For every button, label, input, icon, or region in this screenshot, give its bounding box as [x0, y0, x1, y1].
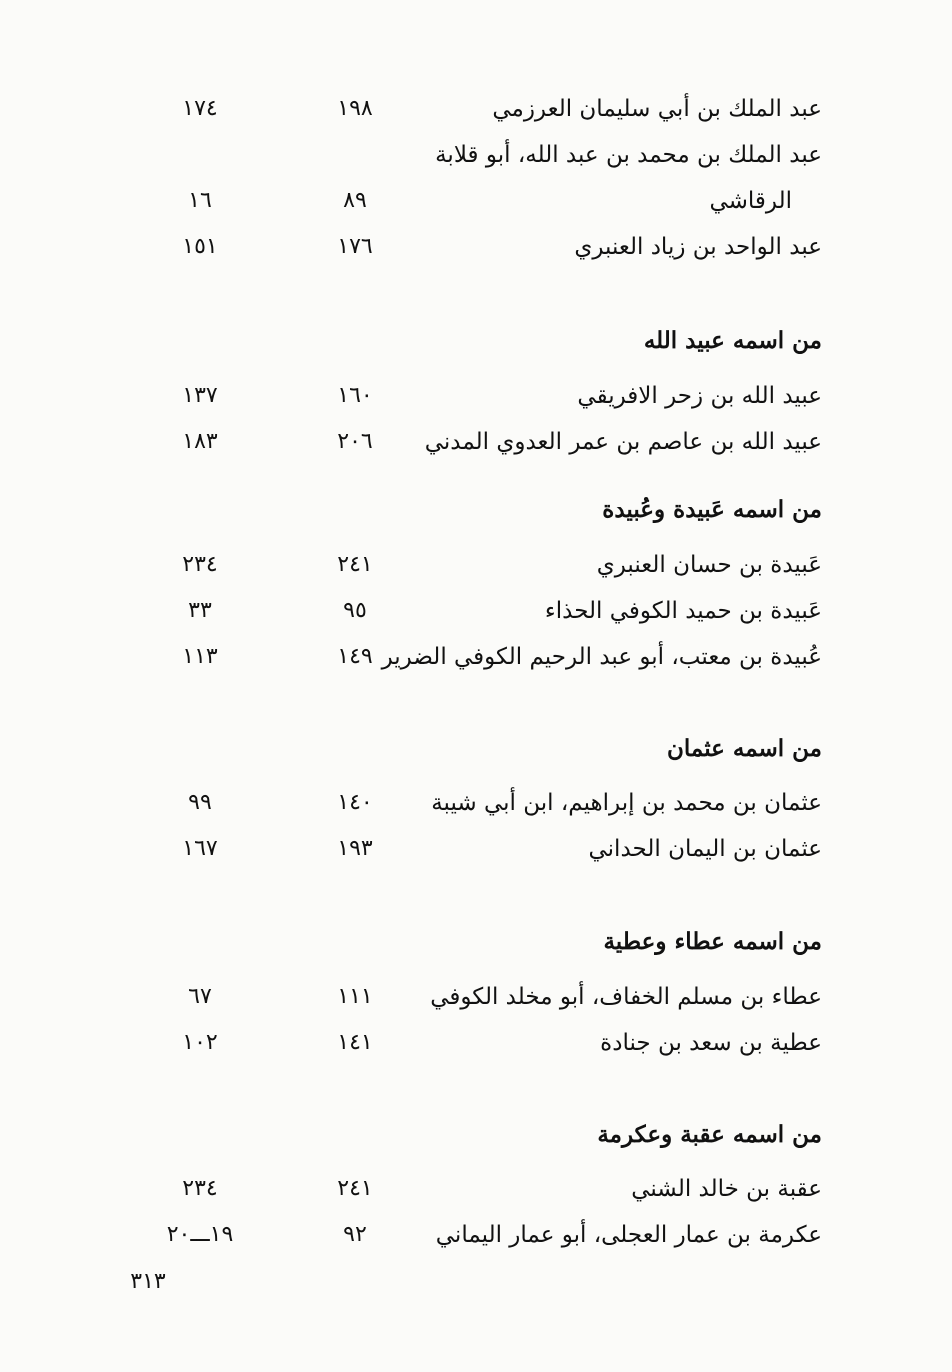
entry-number-secondary: ٦٧ — [188, 984, 212, 1009]
entry-number-secondary: ٩٩ — [188, 790, 212, 815]
entry-number-primary: ٩٥ — [343, 598, 367, 623]
page-number: ٣١٣ — [130, 1269, 166, 1294]
entry-number-primary: ٢٤١ — [337, 552, 373, 577]
entry-number-primary: ١١١ — [337, 984, 373, 1009]
entry-number-secondary: ١٣٧ — [182, 383, 218, 408]
index-entry — [150, 1212, 822, 1258]
entry-number-primary: ٢٤١ — [337, 1176, 373, 1201]
entry-name: عبد الملك بن أبي سليمان العرزمي — [492, 96, 822, 122]
entry-number-secondary: ١٩ـــ٢٠ — [166, 1222, 234, 1247]
index-entry — [150, 1166, 822, 1212]
index-entry — [150, 826, 822, 872]
index-entry — [150, 634, 822, 680]
entry-name: عبد الواحد بن زياد العنبري — [574, 234, 822, 260]
index-entry — [150, 542, 822, 588]
entry-name: عطية بن سعد بن جنادة — [600, 1030, 822, 1056]
section-heading: من اسمه عقبة وعكرمة — [597, 1121, 822, 1148]
entry-number-secondary: ٣٣ — [188, 598, 212, 623]
entry-name: عثمان بن محمد بن إبراهيم، ابن أبي شيبة — [431, 790, 822, 816]
entry-name: عثمان بن اليمان الحداني — [588, 836, 822, 862]
index-entry — [150, 419, 822, 465]
index-entry — [150, 780, 822, 826]
entry-number-secondary: ١٠٢ — [182, 1030, 218, 1055]
index-entry — [150, 974, 822, 1020]
entry-number-secondary: ٢٣٤ — [182, 552, 218, 577]
index-entry-continuation — [150, 178, 822, 224]
entry-number-secondary: ٢٣٤ — [182, 1176, 218, 1201]
entry-number-primary: ١٤١ — [337, 1030, 373, 1055]
entry-number-secondary: ١٨٣ — [182, 429, 218, 454]
entry-number-secondary: ١٥١ — [182, 234, 218, 259]
entry-name: عبيد الله بن زحر الافريقي — [577, 383, 822, 409]
entry-number-primary: ٩٢ — [343, 1222, 367, 1247]
entry-number-primary: ٨٩ — [343, 188, 367, 213]
section-heading: من اسمه عبيد الله — [643, 327, 822, 354]
index-entry — [150, 588, 822, 634]
entry-name: عقبة بن خالد الشني — [631, 1176, 822, 1202]
entry-name: عبيد الله بن عاصم بن عمر العدوي المدني — [424, 429, 822, 455]
entry-name: عَبيدة بن حسان العنبري — [596, 552, 822, 578]
entry-number-secondary: ١٦٧ — [182, 836, 218, 861]
index-entry — [150, 224, 822, 270]
entry-number-primary: ٢٠٦ — [337, 429, 373, 454]
entry-name: عطاء بن مسلم الخفاف، أبو مخلد الكوفي — [430, 984, 822, 1010]
entry-number-secondary: ١١٣ — [182, 644, 218, 669]
entry-number-secondary: ١٧٤ — [182, 96, 218, 121]
entry-name: الرقاشي — [709, 188, 792, 214]
entry-number-primary: ١٤٠ — [337, 790, 373, 815]
entry-number-primary: ١٧٦ — [337, 234, 373, 259]
section-heading: من اسمه عَبيدة وعُبيدة — [602, 496, 822, 523]
section-heading: من اسمه عطاء وعطية — [603, 928, 822, 955]
entry-number-primary: ١٤٩ — [337, 644, 373, 669]
entry-name: عَبيدة بن حميد الكوفي الحذاء — [544, 598, 822, 624]
index-entry — [150, 373, 822, 419]
section-heading: من اسمه عثمان — [667, 735, 822, 762]
index-entry — [150, 132, 822, 178]
entry-number-primary: ١٩٣ — [337, 836, 373, 861]
entry-number-secondary: ١٦ — [188, 188, 212, 213]
index-entry — [150, 86, 822, 132]
entry-number-primary: ١٩٨ — [337, 96, 373, 121]
entry-name: عبد الملك بن محمد بن عبد الله، أبو قلابة — [435, 142, 822, 168]
entry-name: عكرمة بن عمار العجلى، أبو عمار اليماني — [435, 1222, 822, 1248]
index-entry — [150, 1020, 822, 1066]
entry-name: عُبيدة بن معتب، أبو عبد الرحيم الكوفي الضرير — [381, 644, 822, 670]
entry-number-primary: ١٦٠ — [337, 383, 373, 408]
